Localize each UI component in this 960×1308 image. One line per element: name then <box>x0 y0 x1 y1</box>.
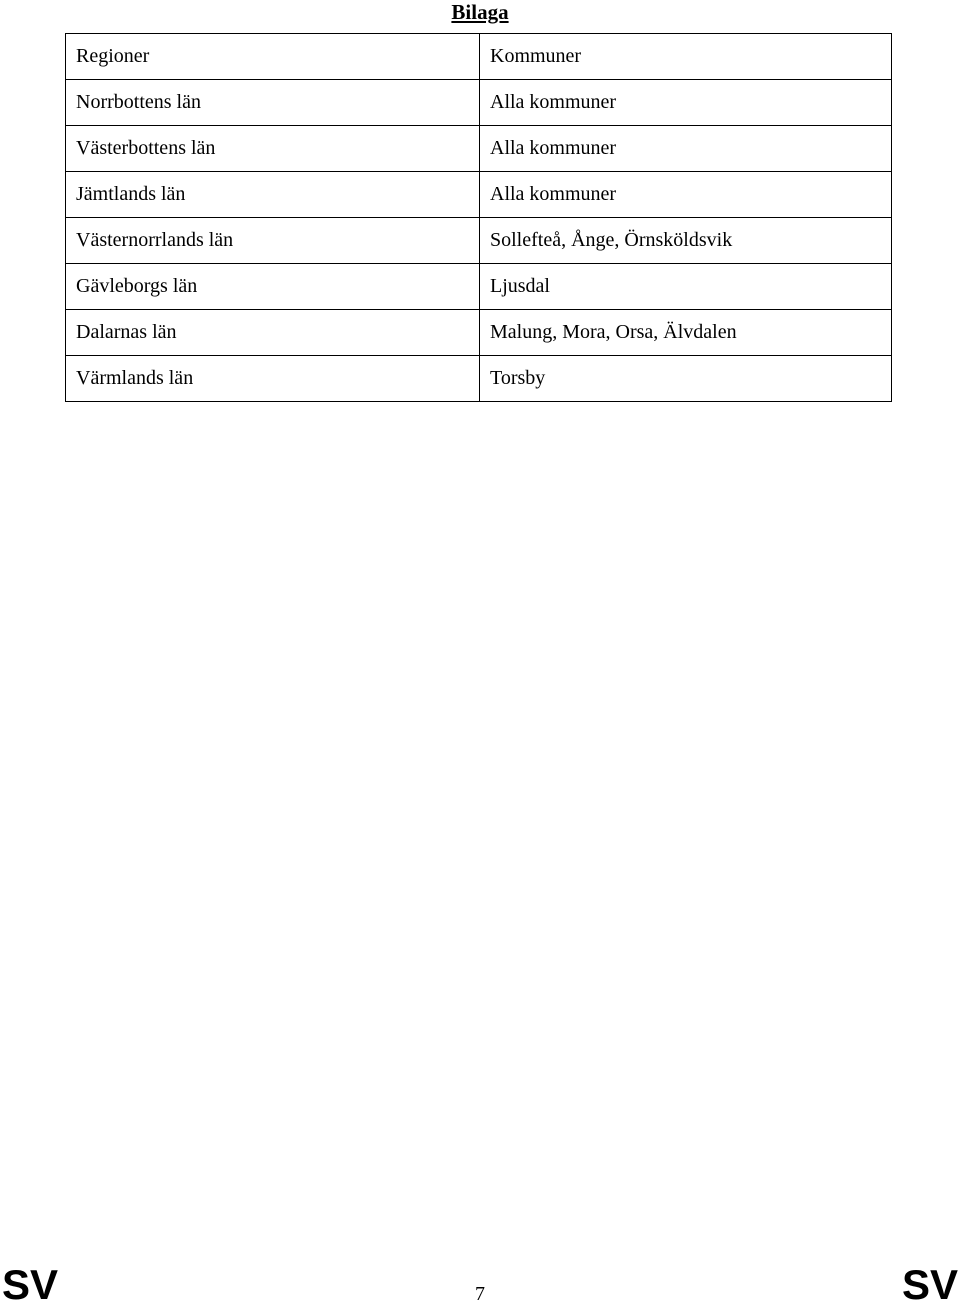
table-row <box>66 356 892 402</box>
region-cell: Dalarnas län <box>66 310 480 356</box>
table-row <box>66 218 892 264</box>
page-heading: Bilaga <box>451 0 509 24</box>
region-cell: Gävleborgs län <box>66 264 480 310</box>
regions-table <box>65 33 892 402</box>
table-header-row <box>66 34 892 80</box>
region-cell: Jämtlands län <box>66 172 480 218</box>
municipalities-cell: Ljusdal <box>480 264 892 310</box>
table-row <box>66 172 892 218</box>
table-row <box>66 264 892 310</box>
header-cell-municipalities: Kommuner <box>480 34 892 80</box>
municipalities-cell: Sollefteå, Ånge, Örnsköldsvik <box>480 218 892 264</box>
region-cell: Västerbottens län <box>66 126 480 172</box>
region-cell: Värmlands län <box>66 356 480 402</box>
footer-language-code-left: SV <box>2 1261 59 1308</box>
header-cell-regions: Regioner <box>66 34 480 80</box>
page-number: 7 <box>475 1283 485 1305</box>
municipalities-cell: Alla kommuner <box>480 80 892 126</box>
municipalities-cell: Torsby <box>480 356 892 402</box>
region-cell: Västernorrlands län <box>66 218 480 264</box>
table-row <box>66 310 892 356</box>
region-cell: Norrbottens län <box>66 80 480 126</box>
table-row <box>66 80 892 126</box>
municipalities-cell: Alla kommuner <box>480 172 892 218</box>
table-row <box>66 126 892 172</box>
municipalities-cell: Alla kommuner <box>480 126 892 172</box>
footer-language-code-right: SV <box>901 1261 958 1308</box>
municipalities-cell: Malung, Mora, Orsa, Älvdalen <box>480 310 892 356</box>
